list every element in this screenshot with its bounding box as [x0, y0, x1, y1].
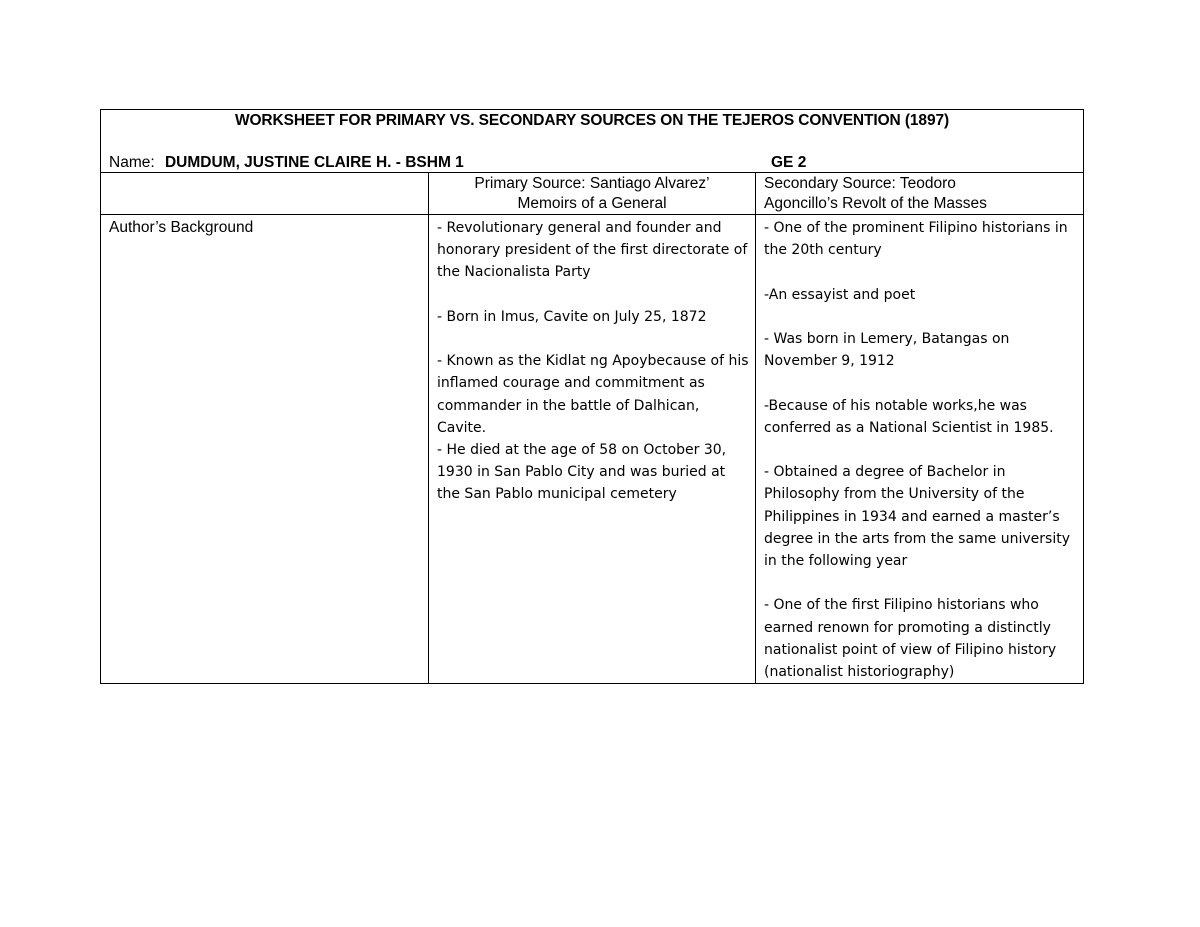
row-label: Author’s Background: [101, 215, 429, 684]
secondary-source-header: [756, 173, 1084, 215]
secondary-item: - One of the prominent Filipino historians in the 20th century: [764, 220, 1068, 259]
name-label: Name:: [109, 154, 155, 171]
secondary-item: - One of the first Filipino historians who earned renown for promoting a distinctly nationalist point of view of Filipino history (nationalist historiography): [764, 597, 1057, 680]
secondary-header-line2: Agoncillo’s Revolt of the Masses: [764, 195, 987, 212]
primary-item: - Known as the Kidlat ng Apoybecause of his inflamed courage and commitment as commander in the battle of Dalhican, Cavite.: [437, 353, 749, 436]
secondary-background-cell: [756, 215, 1084, 684]
secondary-item: -Because of his notable works,he was conferred as a National Scientist in 1985.: [764, 397, 1054, 436]
primary-item: - Revolutionary general and founder and honorary president of the first directorate of the Nacionalista Party: [437, 220, 748, 281]
primary-header-line2: Memoirs of a General: [517, 195, 667, 212]
primary-header-line1: Primary Source: Santiago Alvarez’: [474, 175, 710, 192]
primary-item: - He died at the age of 58 on October 30, 1930 in San Pablo City and was buried at the San Pablo municipal cemetery: [437, 442, 727, 503]
primary-item: - Born in Imus, Cavite on July 25, 1872: [437, 308, 707, 325]
secondary-item: -An essayist and poet: [764, 286, 916, 303]
empty-header-cell: [101, 173, 429, 215]
student-name: DUMDUM, JUSTINE CLAIRE H. - BSHM 1: [164, 154, 464, 171]
secondary-header-line1: Secondary Source: Teodoro: [764, 175, 956, 192]
course-code: GE 2: [771, 154, 807, 171]
secondary-item: - Was born in Lemery, Batangas on November 9, 1912: [764, 330, 1010, 370]
secondary-item: - Obtained a degree of Bachelor in Philosophy from the University of the Philippines in 1934 and earned a master’s degree in the arts from the same university in the following year: [764, 464, 1070, 569]
title-cell: [101, 110, 1084, 173]
worksheet-title: WORKSHEET FOR PRIMARY VS. SECONDARY SOURCES ON THE TEJEROS CONVENTION (1897): [234, 112, 950, 129]
name-line: [109, 154, 464, 172]
primary-source-header: [429, 173, 756, 215]
worksheet-table: [100, 109, 1084, 684]
primary-background-cell: [429, 215, 756, 684]
